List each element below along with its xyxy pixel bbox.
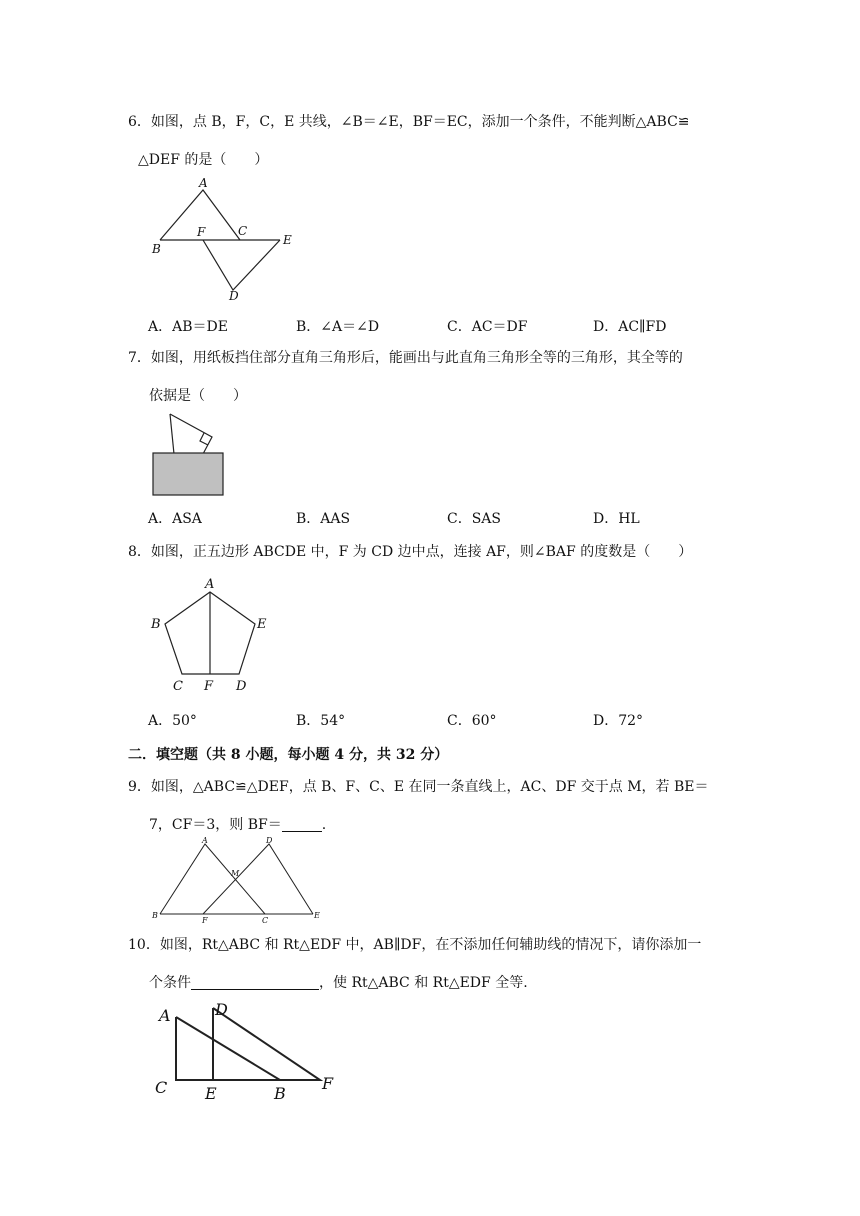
option-c[interactable]: C．AC＝DF xyxy=(447,319,528,335)
label-D: D xyxy=(266,836,273,845)
cardboard-cover xyxy=(153,453,223,495)
label-C: C xyxy=(155,1078,168,1097)
label-E: E xyxy=(257,617,267,632)
option-d[interactable]: D．HL xyxy=(593,511,640,527)
label-B: B xyxy=(274,1084,286,1103)
question-6 xyxy=(128,103,738,179)
question-6-line2: △DEF 的是（ ） xyxy=(138,152,269,168)
answer-blank[interactable] xyxy=(191,973,319,990)
question-9-line1: 9．如图，△ABC≌△DEF，点 B、F、C、E 在同一条直线上，AC、DF 交于点 M，若 BE＝ xyxy=(128,779,709,795)
question-8-options xyxy=(148,710,738,730)
label-E: E xyxy=(283,233,292,247)
answer-blank[interactable] xyxy=(282,815,322,832)
question-9-line2: 7，CF＝3，则 BF＝ . xyxy=(149,817,327,833)
figure-q10 xyxy=(150,995,350,1105)
label-A: A xyxy=(202,836,208,845)
option-d[interactable]: D．72° xyxy=(593,713,644,729)
label-C: C xyxy=(173,679,183,694)
question-8-line1: 8．如图，正五边形 ABCDE 中，F 为 CD 边中点，连接 AF，则∠BAF 的度数是（ ） xyxy=(128,544,693,560)
label-F: F xyxy=(197,225,206,239)
question-10-line2: 个条件 ，使 Rt△ABC 和 Rt△EDF 全等. xyxy=(149,975,528,991)
option-b[interactable]: B．∠A＝∠D xyxy=(296,319,380,335)
label-B: B xyxy=(151,617,161,632)
label-D: D xyxy=(236,679,247,694)
question-9 xyxy=(128,768,738,844)
label-E: E xyxy=(314,911,320,920)
label-D: D xyxy=(215,1000,228,1019)
figure-q6 xyxy=(140,172,310,304)
question-10 xyxy=(128,926,738,1002)
label-M: M xyxy=(231,869,240,878)
option-c[interactable]: C．60° xyxy=(447,713,497,729)
question-7-line1: 7．如图，用纸板挡住部分直角三角形后，能画出与此直角三角形全等的三角形，其全等的 xyxy=(128,350,683,366)
label-F: F xyxy=(204,679,214,694)
option-d[interactable]: D．AC∥FD xyxy=(593,319,667,335)
figure-q9 xyxy=(145,834,325,926)
question-6-options xyxy=(148,316,738,336)
label-D: D xyxy=(229,289,239,303)
label-F: F xyxy=(202,916,208,925)
option-a[interactable]: A．AB＝DE xyxy=(148,319,228,335)
question-8 xyxy=(128,533,738,571)
figure-q8 xyxy=(145,574,275,696)
option-c[interactable]: C．SAS xyxy=(447,511,502,527)
figure-q7 xyxy=(150,410,230,500)
label-B: B xyxy=(152,242,161,256)
option-b[interactable]: B．AAS xyxy=(296,511,351,527)
option-a[interactable]: A．50° xyxy=(148,713,197,729)
question-7-options xyxy=(148,508,738,528)
section-heading: 二．填空题（共 8 小题，每小题 4 分，共 32 分） xyxy=(128,747,449,763)
option-b[interactable]: B．54° xyxy=(296,713,346,729)
question-6-line1: 6．如图，点 B，F，C，E 共线，∠B＝∠E，BF＝EC，添加一个条件，不能判断△ABC≌ xyxy=(128,114,690,130)
question-7 xyxy=(128,339,738,415)
label-C: C xyxy=(262,916,269,925)
question-10-line1: 10．如图，Rt△ABC 和 Rt△EDF 中，AB∥DF，在不添加任何辅助线的情况下，请你添加一 xyxy=(128,937,702,953)
option-a[interactable]: A．ASA xyxy=(148,511,202,527)
label-A: A xyxy=(159,1006,171,1025)
label-A: A xyxy=(199,176,208,190)
label-E: E xyxy=(205,1084,217,1103)
question-7-line2: 依据是（ ） xyxy=(149,388,247,404)
label-B: B xyxy=(152,911,158,920)
label-A: A xyxy=(205,577,215,592)
label-F: F xyxy=(322,1074,334,1093)
label-C: C xyxy=(238,224,248,238)
